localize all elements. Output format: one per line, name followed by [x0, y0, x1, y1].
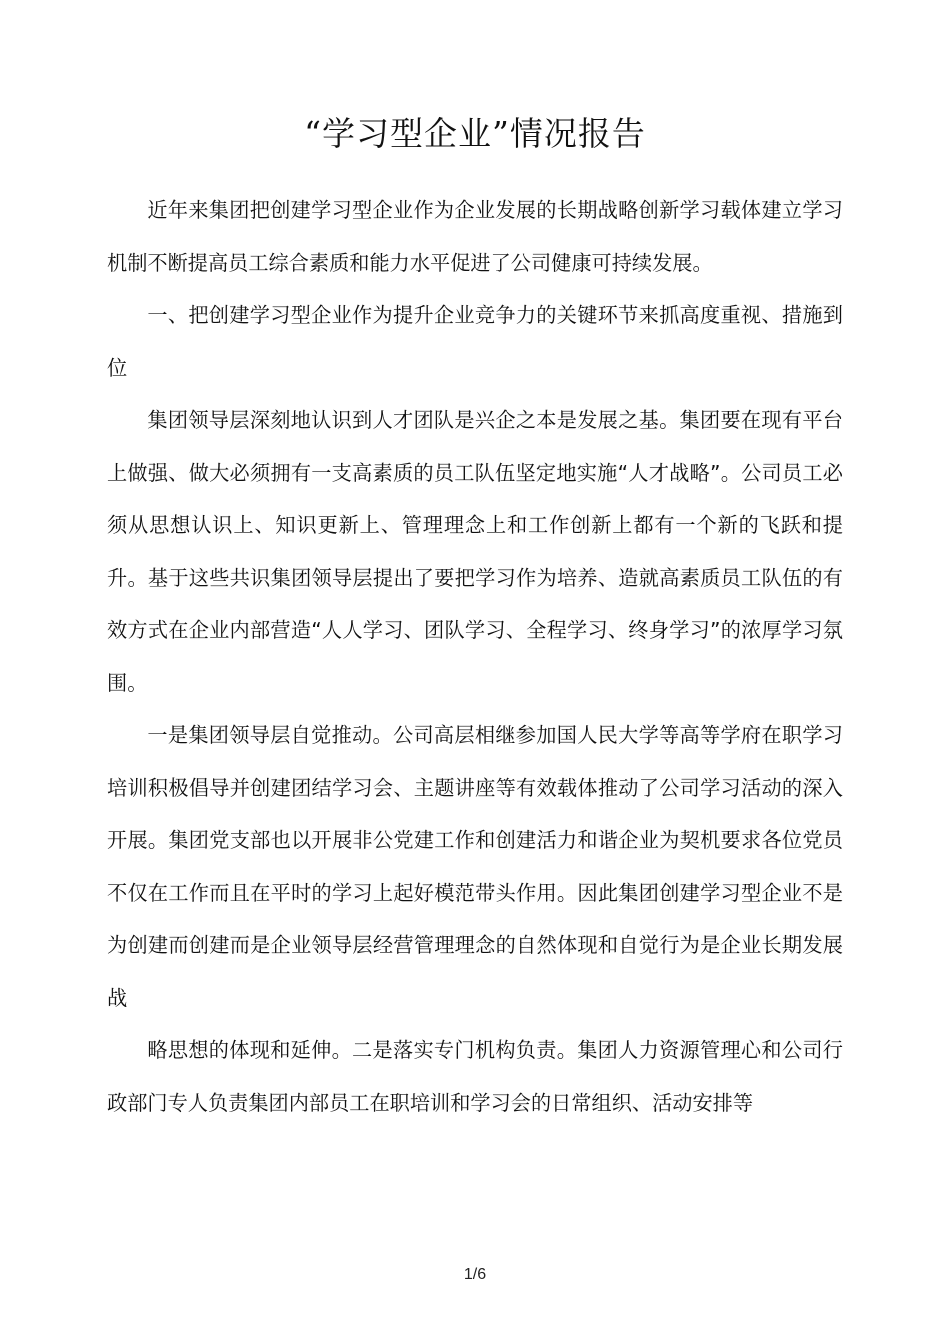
paragraph-intro: 近年来集团把创建学习型企业作为企业发展的长期战略创新学习载体建立学习机制不断提高员工综合素质和能力水平促进了公司健康可持续发展。	[107, 198, 843, 275]
page-number: 1/6	[463, 1266, 487, 1283]
document-title: “学习型企业”情况报告	[304, 114, 646, 153]
paragraph-leadership-promotion: 一是集团领导层自觉推动。公司高层相继参加国人民大学等高等学府在职学习培训积极倡导并创建团结学习会、主题讲座等有效载体推动了公司学习活动的深入开展。集团党支部也以开展非公党建工作和创建活力和谐企业为契机要求各位党员不仅在工作而且在平时的学习上起好模范带头作用。因此集团创建学习型企业不是为创建而创建而是企业领导层经营管理理念的自然体现和自觉行为是企业长期发展战	[107, 723, 843, 1010]
section-heading-1: 一、把创建学习型企业作为提升企业竞争力的关键环节来抓高度重视、措施到位	[107, 303, 843, 380]
paragraph-leadership-awareness: 集团领导层深刻地认识到人才团队是兴企之本是发展之基。集团要在现有平台上做强、做大必须拥有一支高素质的员工队伍坚定地实施“人才战略”。公司员工必须从思想认识上、知识更新上、管理理念上和工作创新上都有一个新的飞跃和提升。基于这些共识集团领导层提出了要把学习作为培养、造就高素质员工队伍的有效方式在企业内部营造“人人学习、团队学习、全程学习、终身学习”的浓厚学习氛围。	[107, 408, 843, 695]
paragraph-dedicated-organization: 略思想的体现和延伸。二是落实专门机构负责。集团人力资源管理心和公司行政部门专人负责集团内部员工在职培训和学习会的日常组织、活动安排等	[107, 1038, 843, 1115]
document-body	[107, 184, 843, 1129]
